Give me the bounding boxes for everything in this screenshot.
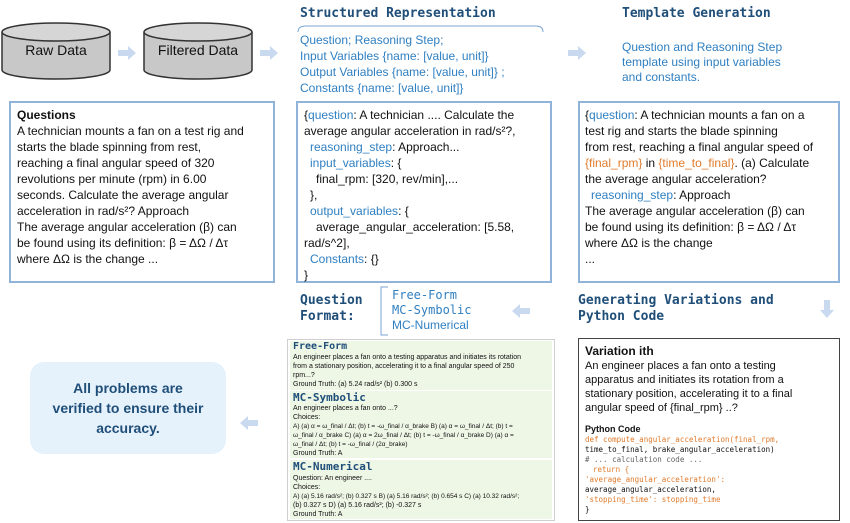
template-line: where ΔΩ is the change <box>585 236 713 250</box>
question-format-title-line: Question <box>300 293 363 308</box>
mc-numerical-line: (b) 0.327 s D) (a) 5.16 rad/s²; (b) -0.327 s <box>293 502 422 509</box>
format-option: MC-Symbolic <box>392 303 472 317</box>
verified-callout <box>30 362 226 454</box>
variation-line: apparatus and initiates its rotation from a <box>585 374 784 386</box>
arrow-right-icon <box>568 46 586 60</box>
python-code-title: Python Code <box>585 424 641 434</box>
variation-box <box>578 338 840 521</box>
json-line: {question: A technician .... Calculate the <box>304 108 515 122</box>
mc-symbolic-line: A) (a) α = ω_final / Δt; (b) t = -ω_final / α_brake B) (a) α = ω_final / Δt; (b) t = <box>293 423 513 430</box>
template-variable: {final_rpm} <box>585 156 643 170</box>
question-format-options <box>392 288 471 333</box>
questions-box <box>9 101 275 283</box>
question-line: be found using its definition: β = ΔΩ / Δτ <box>17 236 229 250</box>
structured-line: Question; Reasoning Step; <box>300 33 444 47</box>
verified-line: verified to ensure their <box>52 400 204 416</box>
code-line: 'average_angular_acceleration': <box>585 475 725 484</box>
code-line: } <box>585 505 590 514</box>
variation-line: angular speed of {final_rpm} ..? <box>585 402 738 414</box>
structured-line: Constants {name: [value, unit]} <box>300 81 464 95</box>
free-form-section <box>290 341 552 390</box>
json-text: : { <box>390 156 402 170</box>
mc-numerical-truth: Ground Truth: A <box>293 511 343 518</box>
json-line: }, <box>310 188 318 202</box>
structured-line: Input Variables {name: [value, unit]} <box>300 49 489 63</box>
structured-json-box <box>296 101 552 283</box>
code-line: def compute_angular_acceleration(final_rpm, <box>585 435 780 444</box>
json-line <box>304 139 544 155</box>
code-line: # ... calculation code ... <box>585 455 703 464</box>
arrow-right-icon <box>118 46 136 60</box>
template-line: be found using its definition: β = ΔΩ / Δτ <box>585 220 797 234</box>
structured-title: Structured Representation <box>300 6 496 21</box>
mc-numerical-section <box>290 460 552 519</box>
json-line: } <box>304 268 309 282</box>
generating-title-line: Python Code <box>578 309 665 324</box>
json-text: : Approach... <box>392 140 460 154</box>
free-form-line: rpm...? <box>293 372 315 379</box>
template-key: reasoning_step <box>591 188 674 202</box>
variation-question <box>585 359 833 415</box>
json-key: input_variables <box>310 156 391 170</box>
template-line: ... <box>585 252 596 266</box>
question-format-title <box>300 293 363 325</box>
template-variable: {time_to_final} <box>658 156 735 170</box>
template-line: template using input variables <box>622 55 781 69</box>
code-line: time_to_final, brake_angular_acceleration) <box>585 445 775 454</box>
template-line: the average angular acceleration? <box>585 172 767 186</box>
verified-line: All problems are <box>73 380 183 396</box>
question-line: acceleration in rad/s²? Approach <box>17 204 190 218</box>
json-line <box>304 251 544 267</box>
mc-symbolic-line: ω_final / α_brake C) (a) α = 2ω_final / Δt; (b) t = -ω_final / α_brake D) (a) α = <box>293 432 514 439</box>
generating-title <box>578 293 774 325</box>
json-key: reasoning_step <box>310 140 393 154</box>
variation-line: stationary position, accelerating it to a final <box>585 388 793 400</box>
question-line: revolutions per minute (rpm) in 6.00 <box>17 172 207 186</box>
json-line: average_angular_acceleration: [5.58, <box>316 220 515 234</box>
filtered-data-label: Filtered Data <box>157 42 239 58</box>
structured-lines <box>300 32 505 96</box>
mc-symbolic-line: Choices: <box>293 414 321 421</box>
json-text: : { <box>398 204 409 218</box>
mc-symbolic-line: An engineer places a fan onto ...? <box>293 405 398 412</box>
mc-numerical-line: Question: An engineer .... <box>293 475 372 482</box>
variation-line: An engineer places a fan onto a testing <box>585 360 776 372</box>
code-line: average_angular_acceleration, <box>585 485 716 494</box>
code-line: 'stopping_time': stopping_time <box>585 495 721 504</box>
raw-data-label: Raw Data <box>25 42 87 58</box>
json-text: : {} <box>364 252 379 266</box>
arrow-left-icon <box>512 304 530 318</box>
template-line: and constants. <box>622 70 701 84</box>
question-line: seconds. Calculate the average angular <box>17 188 229 202</box>
template-box <box>578 101 840 283</box>
template-line: from rest, reaching a final angular speed of <box>585 140 814 154</box>
json-line: rad/s^2], <box>304 236 350 250</box>
template-line <box>585 187 833 203</box>
question-line: A technician mounts a fan on a test rig and <box>17 124 244 138</box>
template-title: Template Generation <box>622 6 771 21</box>
arrow-down-icon <box>820 300 834 318</box>
template-line: test rig and starts the blade spinning <box>585 124 778 138</box>
json-text: : A technician .... Calculate the <box>353 108 515 122</box>
mc-numerical-line: A) (a) 5.16 rad/s²; (b) 0.327 s B) (a) 5.16 rad/s²; (b) 0.654 s C) (a) 10.32 rad/s²; <box>293 493 520 500</box>
json-line <box>304 155 544 171</box>
code-line: return { <box>593 465 630 474</box>
template-description <box>622 40 782 85</box>
template-key: question <box>589 108 635 122</box>
mc-numerical-line: Choices: <box>293 484 321 491</box>
question-line: The average angular acceleration (β) can <box>17 220 237 234</box>
arrow-right-icon <box>260 46 278 60</box>
mc-symbolic-line: ω_final / Δt; (b) t = -ω_final / (2α_brake) <box>293 441 408 448</box>
format-option: MC-Numerical <box>392 318 469 332</box>
free-form-line: An engineer places a fan onto a testing apparatus and initiates its rotation <box>293 354 522 361</box>
json-line: final_rpm: [320, rev/min],... <box>316 172 459 186</box>
format-option: Free-Form <box>392 288 458 302</box>
json-key: Constants <box>310 252 365 266</box>
template-line: The average angular acceleration (β) can <box>585 204 805 218</box>
structured-line: Output Variables {name: [value, unit]} ; <box>300 65 505 79</box>
question-line: reaching a final angular speed of 320 <box>17 156 215 170</box>
mc-symbolic-title: MC-Symbolic <box>293 391 366 404</box>
template-line <box>585 107 833 123</box>
template-line <box>585 155 833 171</box>
json-line: average angular acceleration in rad/s²?, <box>304 124 516 138</box>
brace-open: { <box>585 108 590 122</box>
json-line <box>304 203 544 219</box>
mc-symbolic-section <box>290 391 552 458</box>
free-form-title: Free-Form <box>293 341 348 352</box>
json-key: question <box>308 108 354 122</box>
free-form-line: from a stationary position, accelerating it to a final angular speed of 250 <box>293 363 515 370</box>
verified-line: accuracy. <box>96 420 160 436</box>
template-text: in <box>642 156 659 170</box>
mc-numerical-title: MC-Numerical <box>293 460 373 473</box>
free-form-truth: Ground Truth: (a) 5.24 rad/s² (b) 0.300 s <box>293 381 418 388</box>
generating-title-line: Generating Variations and <box>578 293 774 308</box>
arrow-left-icon <box>240 416 258 430</box>
question-line: where ΔΩ is the change ... <box>17 252 159 266</box>
questions-title: Questions <box>17 108 76 122</box>
format-bracket <box>376 286 390 336</box>
template-text: . (a) Calculate <box>734 156 810 170</box>
mc-symbolic-truth: Ground Truth: A <box>293 450 343 457</box>
variation-title: Variation ith <box>585 344 654 358</box>
json-key: output_variables <box>310 204 399 218</box>
template-text: : Approach <box>673 188 731 202</box>
template-text: : A technician mounts a fan on a <box>634 108 805 122</box>
template-line: Question and Reasoning Step <box>622 40 783 54</box>
question-line: starts the blade spinning from rest, <box>17 140 202 154</box>
question-format-title-line: Format: <box>300 309 355 324</box>
python-code <box>585 435 833 515</box>
